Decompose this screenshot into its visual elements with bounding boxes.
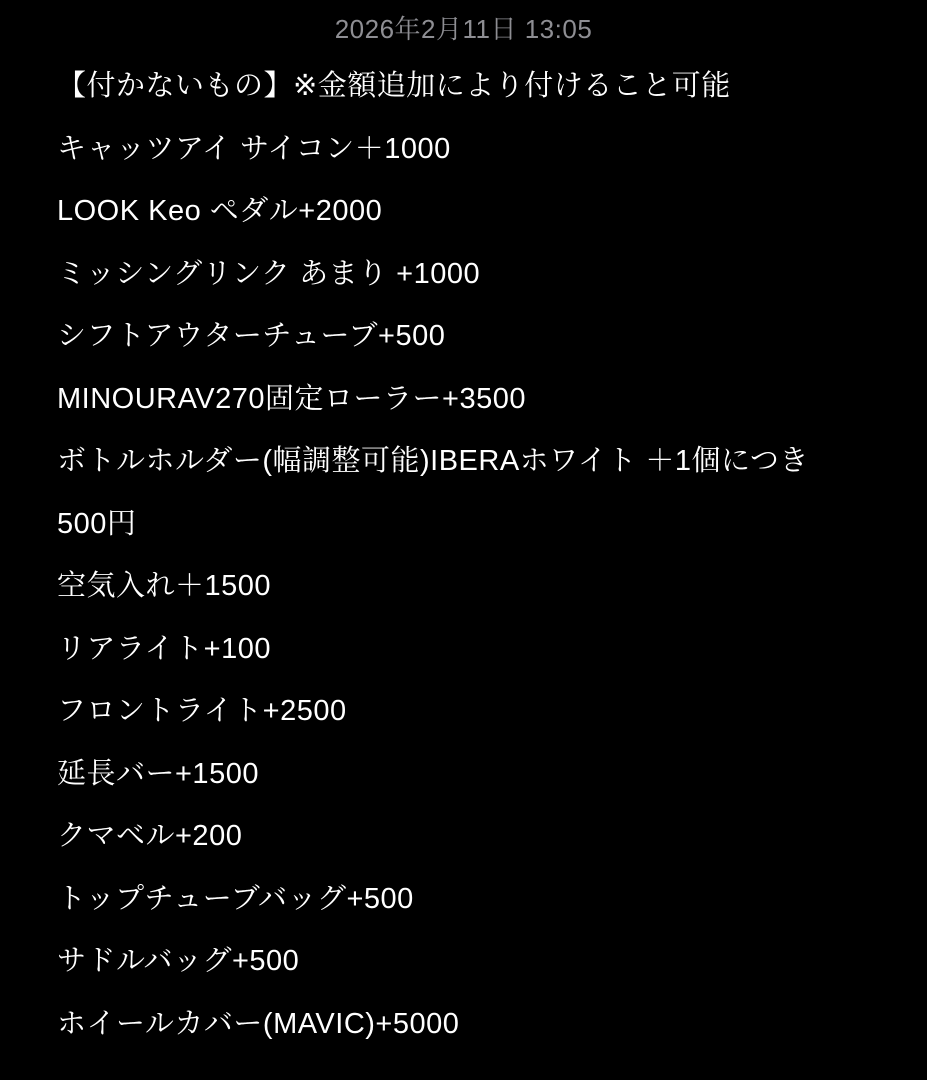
note-line: 空気入れ＋1500 [57, 570, 272, 602]
note-body [0, 55, 927, 1055]
note-line: キャッツアイ サイコン＋1000 [57, 132, 451, 165]
note-line: フロントライト+2500 [57, 695, 347, 727]
note-line: トップチューブバッグ+500 [57, 882, 414, 915]
note-line: ホイールカバー(MAVIC)+5000 [57, 1007, 460, 1040]
note-line: クマベル+200 [57, 820, 243, 852]
note-line: リアライト+100 [57, 632, 271, 665]
note-line: シフトアウターチューブ+500 [57, 320, 446, 352]
note-line: サドルバッグ+500 [57, 945, 300, 977]
note-line: 延長バー+1500 [57, 757, 259, 790]
note-line: LOOK Keo ペダル+2000 [57, 195, 383, 227]
note-line: ボトルホルダー(幅調整可能)IBERAホワイト ＋1個につき [57, 445, 809, 477]
note-line: MINOURAV270固定ローラー+3500 [57, 382, 526, 415]
note-line: 500円 [57, 507, 137, 540]
note-header: 【付かないもの】※金額追加により付けること可能 [57, 70, 731, 102]
note-line: ミッシングリンク あまり +1000 [57, 257, 481, 290]
date-timestamp: 2026年2月11日 13:05 [334, 14, 593, 44]
